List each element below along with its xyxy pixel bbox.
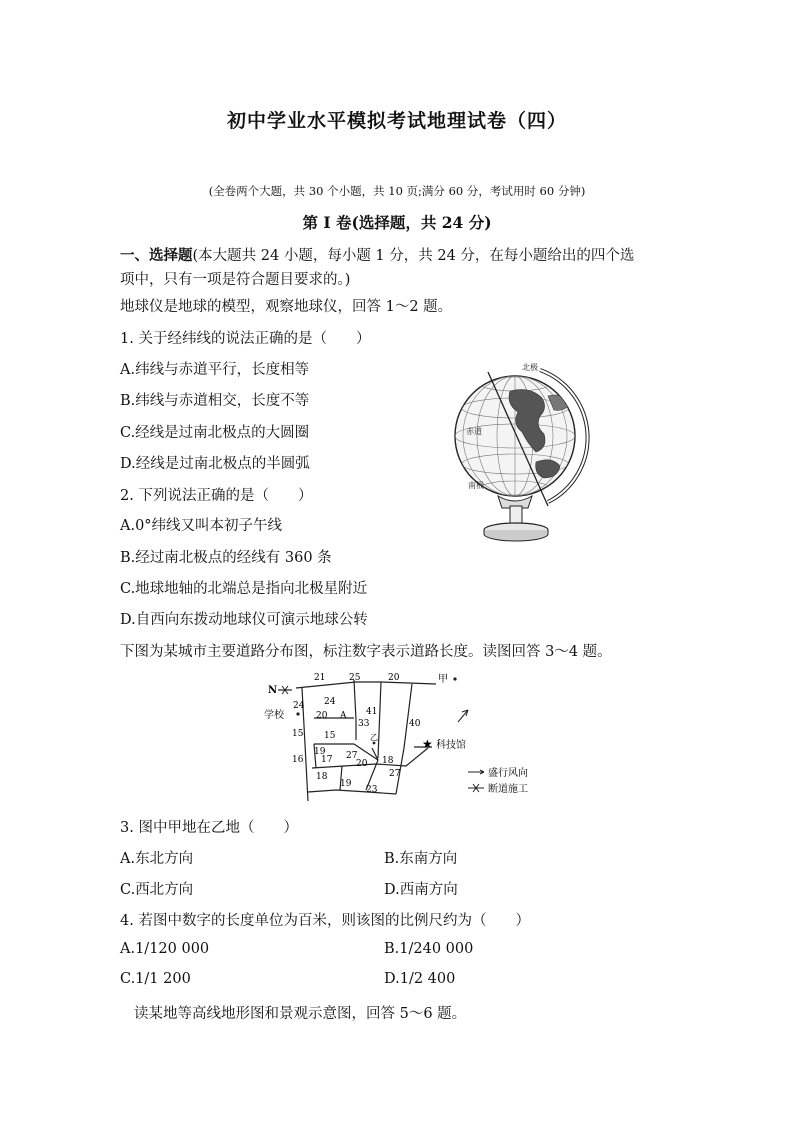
q3-option-a: A.东北方向 xyxy=(120,851,194,867)
road-length: 40 xyxy=(409,719,421,729)
q2-option-a: A.0°纬线又叫本初子午线 xyxy=(120,518,283,534)
road-length: 25 xyxy=(349,673,361,683)
jia-marker xyxy=(453,677,456,680)
city-road-map xyxy=(256,668,546,802)
road-length: 18 xyxy=(382,756,394,766)
road-length: 24 xyxy=(324,697,336,707)
road-length: 41 xyxy=(366,707,378,717)
intro-line-2: 项中，只有一项是符合题目要求的。) xyxy=(120,272,351,288)
road-length: 19 xyxy=(340,779,352,789)
q4-stem: 4. 若图中数字的长度单位为百米，则该图的比例尺约为（ ） xyxy=(120,913,530,929)
section-title: 第 I 卷(选择题，共 24 分) xyxy=(302,213,492,232)
q1-option-a: A.纬线与赤道平行，长度相等 xyxy=(120,362,310,378)
yi-marker xyxy=(373,742,376,745)
q2-option-d: D.自西向东拨动地球仪可演示地球公转 xyxy=(120,612,368,628)
road-length: 23 xyxy=(366,785,378,795)
q2-option-c: C.地球地轴的北端总是指向北极星附近 xyxy=(120,581,368,597)
map-point-a: A xyxy=(340,711,347,721)
lead-q3-4: 下图为某城市主要道路分布图，标注数字表示道路长度。读图回答 3～4 题。 xyxy=(120,644,612,660)
map-north-label: N xyxy=(268,685,278,696)
q2-option-b: B.经过南北极点的经线有 360 条 xyxy=(120,550,332,566)
road-length: 17 xyxy=(321,755,333,765)
road-length: 27 xyxy=(389,769,401,779)
q4-option-c: C.1/1 200 xyxy=(120,971,191,987)
q3-option-c: C.西北方向 xyxy=(120,882,194,898)
q4-option-a: A.1/120 000 xyxy=(120,941,210,957)
lead-q5-6: 读某地等高线地形图和景观示意图，回答 5～6 题。 xyxy=(134,1006,467,1022)
road-length: 24 xyxy=(293,701,305,711)
road-length: 19 xyxy=(314,747,326,757)
q2-stem: 2. 下列说法正确的是（ ） xyxy=(120,488,313,504)
road-length: 20 xyxy=(356,759,368,769)
q1-option-b: B.纬线与赤道相交，长度不等 xyxy=(120,393,310,409)
q3-stem: 3. 图中甲地在乙地（ ） xyxy=(120,820,298,836)
legend-blocked-label: 断道施工 xyxy=(488,784,528,795)
road-length: 15 xyxy=(324,731,336,741)
school-marker xyxy=(296,712,299,715)
map-yi-label: 乙 xyxy=(370,733,378,742)
q1-option-c: C.经线是过南北极点的大圆圈 xyxy=(120,425,310,441)
road-length: 15 xyxy=(292,729,304,739)
road-length: 21 xyxy=(314,673,326,683)
q3-option-d: D.西南方向 xyxy=(384,882,458,898)
map-school-label: 学校 xyxy=(264,710,284,721)
road-length: 20 xyxy=(316,711,328,721)
exam-note: (全卷两个大题，共 30 个小题，共 10 页;满分 60 分，考试用时 60 分钟) xyxy=(208,184,586,198)
q3-option-b: B.东南方向 xyxy=(384,851,458,867)
globe-equator-label: 赤道 xyxy=(466,427,482,436)
q1-option-d: D.经线是过南北极点的半圆弧 xyxy=(120,456,310,472)
lead-q1-2: 地球仪是地球的模型，观察地球仪，回答 1～2 题。 xyxy=(120,299,453,315)
legend-wind-label: 盛行风向 xyxy=(488,768,528,779)
road-length: 18 xyxy=(316,772,328,782)
q4-option-b: B.1/240 000 xyxy=(384,941,474,957)
globe-north-label: 北极 xyxy=(522,363,538,372)
road-length: 20 xyxy=(388,673,400,683)
globe-illustration xyxy=(440,356,610,546)
road-length: 27 xyxy=(346,751,358,761)
q4-option-d: D.1/2 400 xyxy=(384,971,456,987)
map-jia-label: 甲 xyxy=(438,674,448,685)
q1-stem: 1. 关于经纬线的说法正确的是（ ） xyxy=(120,331,371,347)
road-length: 16 xyxy=(292,755,304,765)
star-icon: ★ xyxy=(422,737,433,751)
map-museum-label: 科技馆 xyxy=(436,740,466,751)
page-title: 初中学业水平模拟考试地理试卷（四） xyxy=(226,110,567,132)
globe-south-label: 南极 xyxy=(468,481,484,490)
intro-line-1 xyxy=(120,244,634,265)
road-length: 33 xyxy=(358,719,370,729)
intro-label: 一、选择题 xyxy=(120,247,193,264)
intro-text-1: (本大题共 24 小题，每小题 1 分，共 24 分，在每小题给出的四个选 xyxy=(192,248,635,264)
